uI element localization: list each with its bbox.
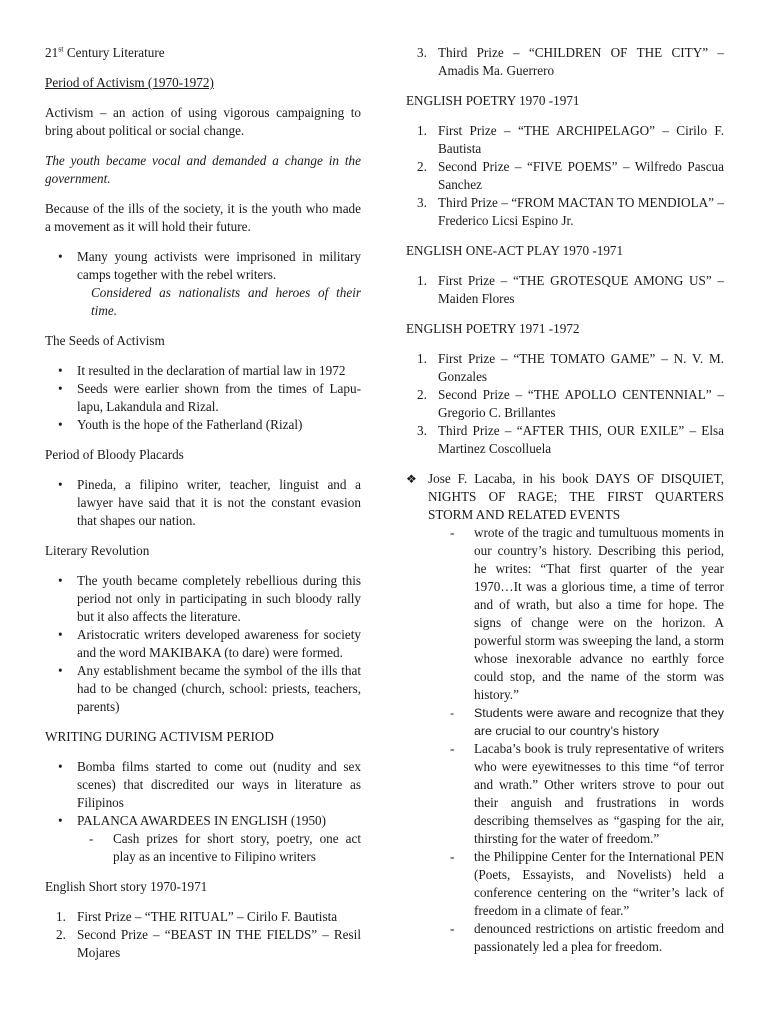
literary-list: [45, 572, 361, 716]
list-item: 3. Third Prize – “FROM MACTAN TO MENDIOLA” – Frederico Licsi Espino Jr.: [417, 195, 724, 228]
one-act-heading: ENGLISH ONE-ACT PLAY 1970 -1971: [406, 243, 624, 258]
writing-heading: WRITING DURING ACTIVISM PERIOD: [45, 729, 274, 744]
one-act-list: [406, 272, 724, 308]
activism-definition: Activism – an action of using vigorous campaigning to bring about political or social change.: [45, 105, 361, 138]
list-item: 2. Second Prize – “BEAST IN THE FIELDS” – Resil Mojares: [56, 927, 361, 960]
list-item: - Lacaba’s book is truly representative of writers who were eyewitnesses to this time “of terror and wrath.” Other writers strove to pour out their anguish and frustrations in words describing themselves as “gasping for the air, thirsting for the water of freedom.”: [450, 741, 724, 846]
poetry-1970-heading: ENGLISH POETRY 1970 -1971: [406, 93, 580, 108]
list-item: 1. First Prize – “THE TOMATO GAME” – N. V. M. Gonzales: [417, 351, 724, 384]
diamond-bullet-icon: ❖: [406, 472, 417, 486]
poetry-1971-list: [406, 350, 724, 458]
placards-heading: Period of Bloody Placards: [45, 447, 184, 462]
list-item: - Cash prizes for short story, poetry, one act play as an incentive to Filipino writers: [89, 831, 361, 864]
right-column: [406, 44, 724, 956]
list-item: • PALANCA AWARDEES IN ENGLISH (1950): [45, 812, 361, 830]
list-item: • It resulted in the declaration of martial law in 1972: [45, 362, 361, 380]
short-story-list: [45, 908, 361, 962]
activists-note: Considered as nationalists and heroes of their time.: [91, 285, 361, 318]
list-item: • Bomba films started to come out (nudity and sex scenes) that discredited our ways in literature as Filipinos: [45, 758, 361, 812]
activists-list: [45, 248, 361, 320]
list-item: 1. First Prize – “THE GROTESQUE AMONG US” – Maiden Flores: [417, 273, 724, 306]
lacaba-points: [406, 524, 724, 956]
list-item: - wrote of the tragic and tumultuous moments in our country’s history. Describing this period, he writes: “That first quarter of the year 1970…It was a glorious time, a time of terror and of wrath, but also a time for hope. The signs of change were on the horizon. A powerful storm was sweeping the land, a storm whose inexorable advance no earthly force could stop, and the name of the storm was history.”: [450, 525, 724, 702]
list-item: - Students were aware and recognize that they are crucial to our country’s history: [450, 706, 724, 738]
poetry-1970-list: [406, 122, 724, 230]
period-heading: Period of Activism (1970-1972): [45, 75, 214, 90]
seeds-list: [45, 362, 361, 434]
placards-list: [45, 476, 361, 530]
list-item: 1. First Prize – “THE ARCHIPELAGO” – Cirilo F. Bautista: [417, 123, 724, 156]
list-item: • The youth became completely rebellious during this period not only in participating in such bloody rally but it also affects the literature.: [45, 572, 361, 626]
list-item: • Aristocratic writers developed awareness for society and the word MAKIBAKA (to dare) were formed.: [45, 626, 361, 662]
list-item: • Youth is the hope of the Fatherland (Rizal): [45, 416, 361, 434]
literary-heading: Literary Revolution: [45, 543, 150, 558]
left-column: [45, 44, 361, 962]
poetry-1971-heading: ENGLISH POETRY 1971 -1972: [406, 321, 580, 336]
short-story-list-cont: [406, 44, 724, 80]
writing-list: [45, 758, 361, 866]
list-item: • Pineda, a filipino writer, teacher, linguist and a lawyer have said that it is not the constant evasion that shapes our nation.: [45, 476, 361, 530]
document-title: 21st Century Literature: [45, 44, 165, 60]
list-item: • Many young activists were imprisoned in military camps together with the rebel writers. Considered as nationalists and heroes of their time.: [45, 248, 361, 320]
short-story-heading: English Short story 1970-1971: [45, 879, 208, 894]
list-item: 2. Second Prize – “FIVE POEMS” – Wilfredo Pascua Sanchez: [417, 159, 724, 192]
seeds-heading: The Seeds of Activism: [45, 333, 165, 348]
list-item: - the Philippine Center for the International PEN (Poets, Essayists, and Novelists) held a conference centering on the “writer’s lack of freedom in a climate of fear.”: [450, 849, 724, 918]
lacaba-section: [406, 470, 724, 524]
youth-vocal-text: The youth became vocal and demanded a change in the government.: [45, 153, 361, 186]
list-item: 3. Third Prize – “AFTER THIS, OUR EXILE” – Elsa Martinez Coscolluela: [417, 423, 724, 456]
lacaba-intro: Jose F. Lacaba, in his book DAYS OF DISQUIET, NIGHTS OF RAGE; THE FIRST QUARTERS STORM AND RELATED EVENTS: [428, 471, 724, 522]
list-item: - denounced restrictions on artistic freedom and passionately led a plea for freedom.: [450, 921, 724, 954]
list-item: 1. First Prize – “THE RITUAL” – Cirilo F. Bautista: [56, 909, 338, 924]
list-item: 2. Second Prize – “THE APOLLO CENTENNIAL” – Gregorio C. Brillantes: [417, 387, 724, 420]
list-item: • Seeds were earlier shown from the times of Lapu-lapu, Lakandula and Rizal.: [45, 380, 361, 416]
list-item: 3. Third Prize – “CHILDREN OF THE CITY” – Amadis Ma. Guerrero: [417, 45, 724, 78]
dash-marker: -: [89, 831, 94, 846]
list-item: • Any establishment became the symbol of the ills that had to be changed (church, school: priests, teachers, parents): [45, 662, 361, 716]
ills-paragraph: Because of the ills of the society, it is the youth who made a movement as it will hold their future.: [45, 201, 361, 234]
